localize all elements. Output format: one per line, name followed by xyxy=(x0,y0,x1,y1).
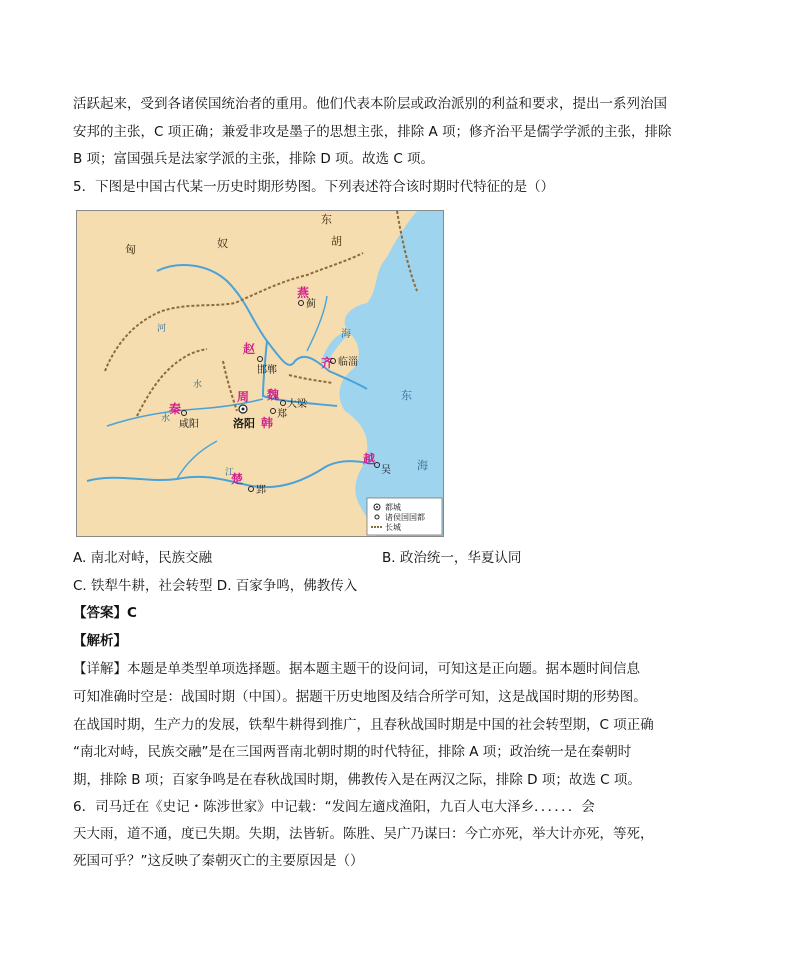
label-donghu-1: 东 xyxy=(321,213,332,226)
city-daliang-marker xyxy=(281,401,286,406)
label-state-chu: 楚 xyxy=(231,472,244,486)
city-ji-marker xyxy=(299,301,304,306)
option-c-d: C. 铁犁牛耕，社会转型 D. 百家争鸣，佛教传入 xyxy=(73,578,358,594)
city-wu: 吴 xyxy=(381,465,391,476)
question-6-line-2: 天大雨，道不通，度已失期。失期，法皆斩。陈胜、吴广乃谋曰：今亡亦死，举大计亦死，等死， xyxy=(73,826,654,842)
city-xianyang-marker xyxy=(182,411,187,416)
label-xiongnu-2: 奴 xyxy=(217,237,228,250)
analysis-label: 【解析】 xyxy=(73,633,127,649)
label-east-sea-1: 东 xyxy=(401,389,412,402)
label-state-han: 韩 xyxy=(261,416,274,430)
prev-answer-line-2: 安邦的主张，C 项正确；兼爱非攻是墨子的思想主张，排除 A 项；修齐治平是儒学学派的主张，排除 xyxy=(73,124,672,140)
legend-wall: 长城 xyxy=(385,523,401,532)
prev-answer-line-3: B 项；富国强兵是法家学派的主张，排除 D 项。故选 C 项。 xyxy=(73,151,435,167)
city-luoyang: 洛阳 xyxy=(233,417,255,430)
legend-capital-dot xyxy=(376,506,378,508)
city-linzi: 临淄 xyxy=(338,357,358,368)
city-ji: 蓟 xyxy=(306,299,316,310)
answer-label: 【答案】C xyxy=(73,605,137,621)
label-river-shui-2: 水 xyxy=(161,414,171,424)
detail-line-2: 可知准确时空是：战国时期（中国）。据题干历史地图及结合所学可知，这是战国时期的形势图。 xyxy=(73,689,647,705)
city-zheng: 郑 xyxy=(277,409,287,420)
label-bohai-sea: 海 xyxy=(341,329,351,340)
option-b: B. 政治统一，华夏认同 xyxy=(382,550,522,566)
great-wall-north xyxy=(105,253,363,371)
label-state-wei: 魏 xyxy=(267,388,280,402)
warring-states-map xyxy=(76,210,444,537)
city-ying-marker xyxy=(249,487,254,492)
label-state-yue: 越 xyxy=(363,452,376,466)
label-river-jiang: 江 xyxy=(225,468,235,478)
label-east-sea-2: 海 xyxy=(417,459,428,472)
map-svg xyxy=(77,211,443,536)
question-6-line-1: 6．司马迁在《史记・陈涉世家》中记载：“发闾左適戍渔阳，九百人屯大泽乡．．．．．．会 xyxy=(73,799,595,815)
han-river xyxy=(177,441,217,479)
legend-capital: 都城 xyxy=(385,503,401,512)
label-state-yan: 燕 xyxy=(297,286,310,300)
great-wall-zhao xyxy=(223,361,237,411)
legend-state-capital: 诸侯国国都 xyxy=(385,513,425,522)
label-state-qi: 齐 xyxy=(321,356,334,370)
city-handan: 邯郸 xyxy=(257,365,277,376)
city-ying: 郢 xyxy=(256,485,266,496)
detail-line-3: 在战国时期，生产力的发展，铁犁牛耕得到推广，且春秋战国时期是中国的社会转型期，C 项正确 xyxy=(73,717,654,733)
label-xiongnu-1: 匈 xyxy=(125,243,136,256)
detail-line-1: 【详解】本题是单类型单项选择题。据本题主题干的设问词，可知这是正向题。据本题时间信息 xyxy=(73,661,640,677)
label-donghu-2: 胡 xyxy=(331,235,342,248)
prev-answer-line-1: 活跃起来，受到各诸侯国统治者的重用。他们代表本阶层或政治派别的利益和要求，提出一系列治国 xyxy=(73,96,667,112)
sea-area xyxy=(339,211,443,536)
label-river-he: 河 xyxy=(157,324,167,334)
question-5-stem: 5．下图是中国古代某一历史时期形势图。下列表述符合该时期时代特征的是（） xyxy=(73,179,555,195)
city-daliang: 大梁 xyxy=(287,399,307,410)
label-state-zhou: 周 xyxy=(237,390,250,404)
option-a: A. 南北对峙，民族交融 xyxy=(73,550,213,566)
question-6-line-3: 死国可乎？”这反映了秦朝灭亡的主要原因是（） xyxy=(73,853,364,869)
detail-line-5: 期，排除 B 项；百家争鸣是在春秋战国时期，佛教传入是在两汉之际，排除 D 项；故选 C 项。 xyxy=(73,772,641,788)
great-wall-qi xyxy=(289,375,333,383)
detail-line-4: “南北对峙，民族交融”是在三国两晋南北朝时期的时代特征，排除 A 项；政治统一是在秦朝时 xyxy=(73,744,632,760)
city-xianyang: 咸阳 xyxy=(179,419,199,430)
label-state-zhao: 赵 xyxy=(243,342,256,356)
city-zheng-marker xyxy=(271,409,276,414)
city-luoyang-dot xyxy=(242,408,245,411)
city-handan-marker xyxy=(258,357,263,362)
label-river-shui: 水 xyxy=(193,380,203,390)
label-state-qin: 秦 xyxy=(169,402,182,416)
